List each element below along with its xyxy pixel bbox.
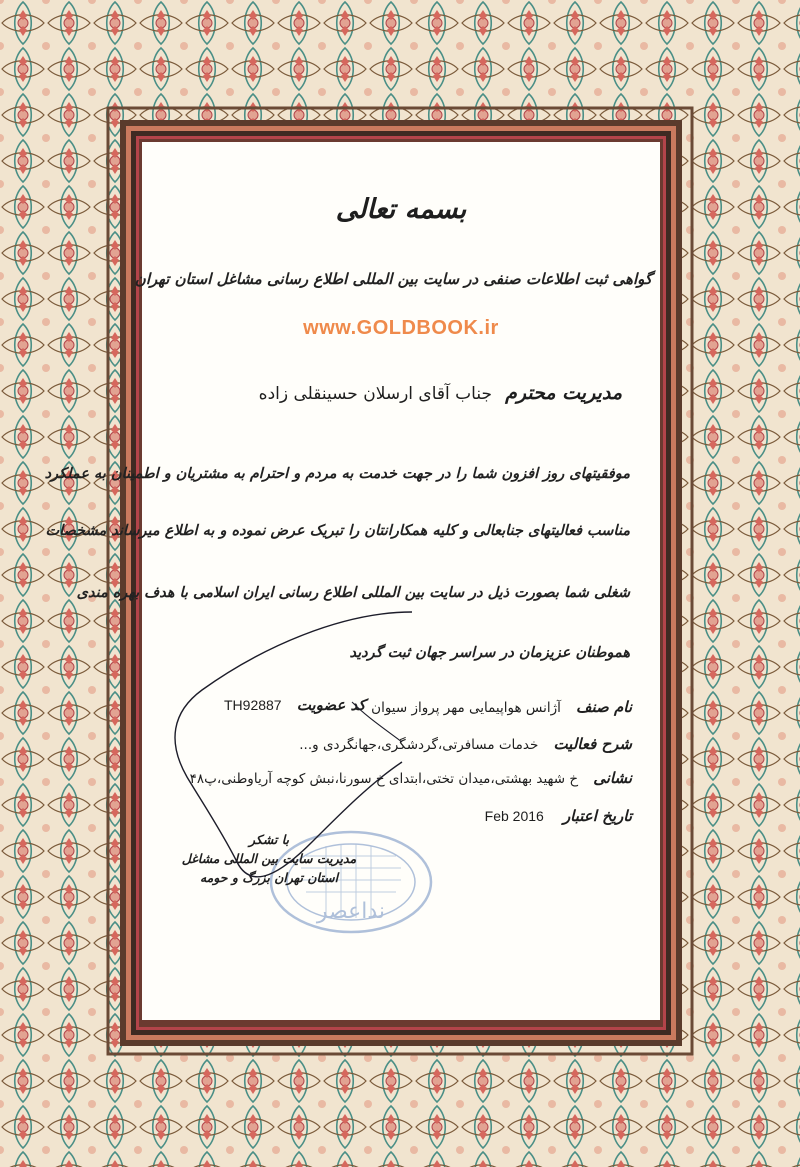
certificate-title: بسمه تعالی (335, 194, 467, 225)
recipient-name: جناب آقای ارسلان حسینقلی زاده (258, 384, 492, 404)
business-name-value: آژانس هواپیمایی مهر پرواز سیوان (371, 700, 561, 716)
activity-label: شرح فعالیت (553, 735, 632, 753)
signature-block (164, 830, 374, 887)
activity-row (299, 734, 632, 753)
body-text-line-1: موفقیتهای روز افزون شما را در جهت خدمت به مردم و احترام به مشتریان و اطمینان به عملکرد (44, 465, 630, 482)
certificate-content (44, 142, 660, 1020)
address-value: خ شهید بهشتی،میدان تختی،ابتدای خ سورنا،نبش کوچه آریاوطنی،پ۴۸ (189, 771, 579, 787)
validity-row (485, 806, 632, 825)
recipient-line (259, 382, 622, 404)
signature-thanks: با تشکر (248, 832, 290, 847)
body-text-line-2: مناسب فعالیتهای جنابعالی و کلیه همکارانتان را تبریک عرض نموده و به اطلاع میرساند مشخصات (45, 522, 630, 539)
business-name-label: نام صنف (575, 698, 632, 716)
website-link[interactable]: www.GOLDBOOK.ir (303, 317, 499, 339)
address-label: نشانی (593, 769, 632, 787)
membership-code-row (224, 695, 366, 714)
validity-label: تاریخ اعتبار (562, 807, 632, 825)
certificate-subtitle: گواهی ثبت اطلاعات صنفی در سایت بین المللی اطلاع رسانی مشاغل استان تهران (134, 270, 652, 288)
business-name-row (371, 697, 632, 716)
validity-date: Feb 2016 (484, 808, 544, 824)
membership-code-label: کد عضویت (296, 696, 366, 714)
signature-org: مدیریت سایت بین المللی مشاغل (181, 851, 357, 866)
body-text-line-3: شغلی شما بصورت ذیل در سایت بین المللی اطلاع رسانی ایران اسلامی با هدف بهره مندی (76, 584, 630, 601)
address-row (190, 768, 632, 787)
signature-region: استان تهران بزرگ و حومه (199, 870, 339, 885)
activity-value: خدمات مسافرتی،گردشگری،جهانگردی و... (299, 737, 539, 753)
body-text-line-4: هموطنان عزیزمان در سراسر جهان ثبت گردید (349, 644, 630, 661)
salutation: مدیریت محترم (505, 382, 622, 404)
membership-code-value: TH92887 (224, 697, 282, 713)
stamp-text: نداعصر (316, 899, 386, 924)
